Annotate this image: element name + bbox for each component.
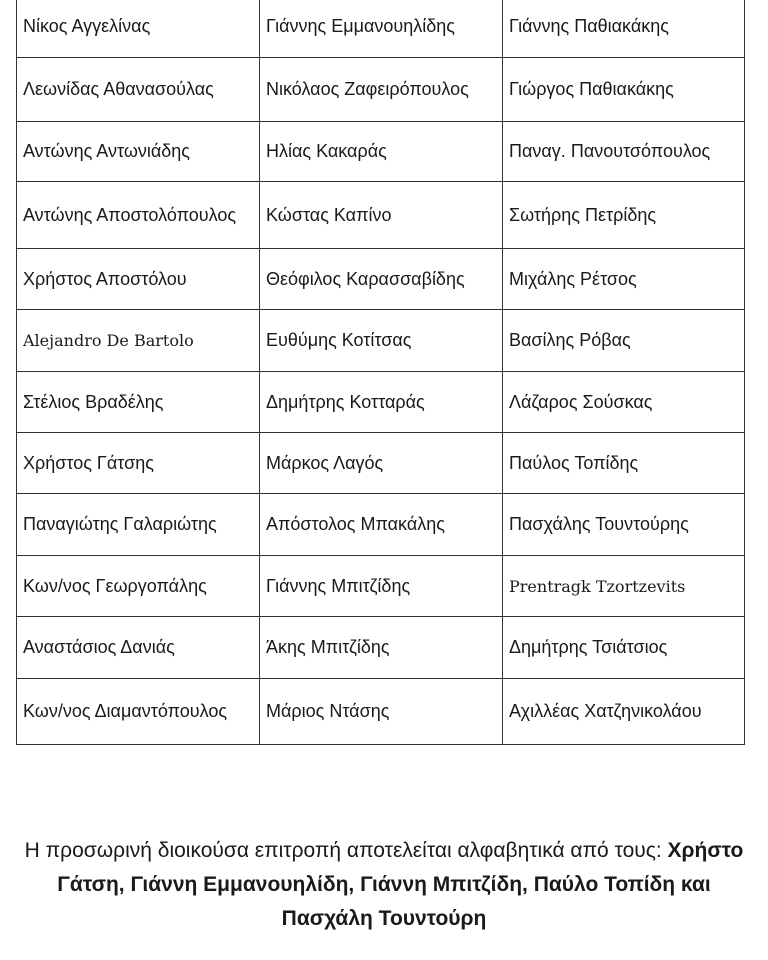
table-cell: Λάζαρος Σούσκας xyxy=(503,372,745,433)
table-row xyxy=(17,122,745,182)
table-cell: Δημήτρης Κοτταράς xyxy=(260,372,503,433)
table-cell: Μάρκος Λαγός xyxy=(260,433,503,494)
caption-members: Χρήστο Γάτση, Γιάννη Εμμανουηλίδη, Γιάννη Μπιτζίδη, Παύλο Τοπίδη και Πασχάλη Τουντούρη xyxy=(57,839,744,930)
table-cell: Πασχάλης Τουντούρης xyxy=(503,494,745,556)
table-cell: Λεωνίδας Αθανασούλας xyxy=(17,58,260,122)
table-row xyxy=(17,556,745,617)
table-cell: Παναγ. Πανουτσόπουλος xyxy=(503,122,745,182)
table-cell: Γιώργος Παθιακάκης xyxy=(503,58,745,122)
table-cell: Κων/νος Διαμαντόπουλος xyxy=(17,679,260,745)
table-cell: Παναγιώτης Γαλαριώτης xyxy=(17,494,260,556)
table-cell: Παύλος Τοπίδης xyxy=(503,433,745,494)
table-cell: Γιάννης Εμμανουηλίδης xyxy=(260,0,503,58)
table-cell: Μάριος Ντάσης xyxy=(260,679,503,745)
table-row xyxy=(17,249,745,310)
table-row xyxy=(17,494,745,556)
table-cell: Απόστολος Μπακάλης xyxy=(260,494,503,556)
table-row xyxy=(17,433,745,494)
names-table-container xyxy=(16,0,744,745)
table-cell: Αναστάσιος Δανιάς xyxy=(17,617,260,679)
table-cell: Κων/νος Γεωργοπάλης xyxy=(17,556,260,617)
names-table xyxy=(16,0,745,745)
table-row xyxy=(17,679,745,745)
table-row xyxy=(17,372,745,433)
table-cell: Alejandro De Bartolo xyxy=(17,310,260,372)
table-row xyxy=(17,617,745,679)
table-cell: Ηλίας Κακαράς xyxy=(260,122,503,182)
caption-intro: Η προσωρινή διοικούσα επιτροπή αποτελείται αλφαβητικά από τους: xyxy=(24,839,668,862)
names-table-body xyxy=(17,0,745,745)
table-cell: Σωτήρης Πετρίδης xyxy=(503,182,745,249)
table-row xyxy=(17,310,745,372)
table-cell: Αντώνης Αποστολόπουλος xyxy=(17,182,260,249)
committee-caption xyxy=(20,834,748,936)
table-cell: Νίκος Αγγελίνας xyxy=(17,0,260,58)
table-cell: Αχιλλέας Χατζηνικολάου xyxy=(503,679,745,745)
table-cell: Γιάννης Παθιακάκης xyxy=(503,0,745,58)
table-row xyxy=(17,182,745,249)
table-cell: Βασίλης Ρόβας xyxy=(503,310,745,372)
table-cell: Νικόλαος Ζαφειρόπουλος xyxy=(260,58,503,122)
table-cell: Κώστας Καπίνο xyxy=(260,182,503,249)
table-cell: Δημήτρης Τσιάτσιος xyxy=(503,617,745,679)
table-cell: Prentragk Tzortzevits xyxy=(503,556,745,617)
table-cell: Γιάννης Μπιτζίδης xyxy=(260,556,503,617)
table-cell: Άκης Μπιτζίδης xyxy=(260,617,503,679)
table-cell: Χρήστος Γάτσης xyxy=(17,433,260,494)
table-cell: Θεόφιλος Καρασσαβίδης xyxy=(260,249,503,310)
table-row xyxy=(17,58,745,122)
table-cell: Αντώνης Αντωνιάδης xyxy=(17,122,260,182)
table-row xyxy=(17,0,745,58)
table-cell: Μιχάλης Ρέτσος xyxy=(503,249,745,310)
table-cell: Στέλιος Βραδέλης xyxy=(17,372,260,433)
table-cell: Ευθύμης Κοτίτσας xyxy=(260,310,503,372)
table-cell: Χρήστος Αποστόλου xyxy=(17,249,260,310)
